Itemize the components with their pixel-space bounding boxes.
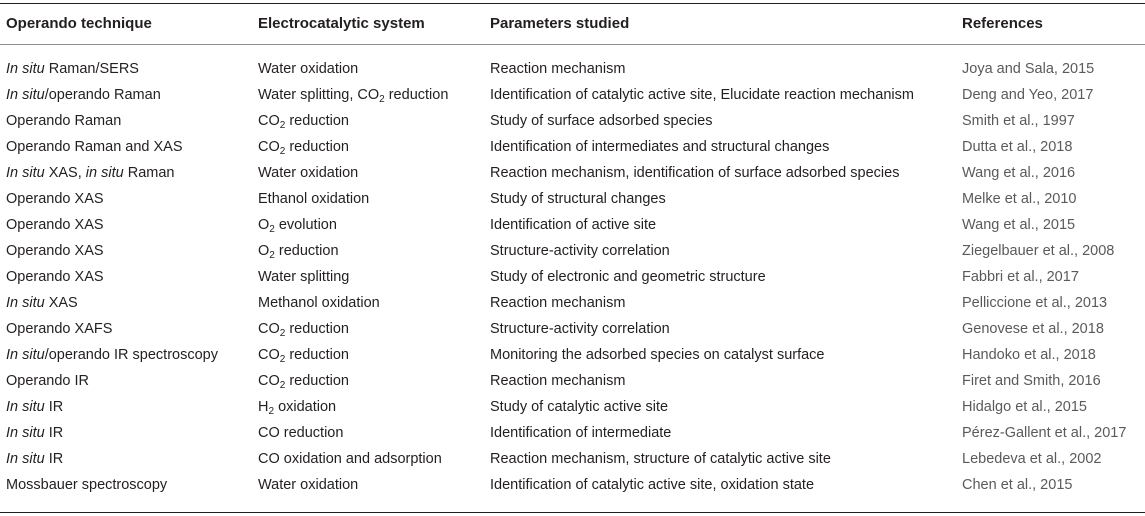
table-row <box>0 472 1145 498</box>
cell-reference-link[interactable]: Deng and Yeo, 2017 <box>962 87 1094 103</box>
cell-system <box>258 186 369 212</box>
cell-parameters: Study of structural changes <box>490 191 666 207</box>
text-run: IR <box>44 425 64 441</box>
text-run: reduction <box>285 113 349 129</box>
subscript-text: 2 <box>279 380 286 391</box>
text-run: CO <box>258 321 280 337</box>
cell-technique <box>6 446 63 472</box>
text-run: reduction <box>384 87 449 103</box>
text-run: O <box>258 243 270 259</box>
cell-parameters: Structure-activity correlation <box>490 243 670 259</box>
cell-system <box>258 134 349 160</box>
cell-technique <box>6 472 167 498</box>
cell-reference-link[interactable]: Ziegelbauer et al., 2008 <box>962 243 1115 259</box>
subscript-text: 2 <box>279 146 286 157</box>
italic-text: in situ <box>85 165 124 181</box>
text-run: Operando Raman and XAS <box>6 139 183 155</box>
cell-reference-link[interactable]: Wang et al., 2015 <box>962 217 1076 233</box>
cell-system <box>258 264 349 290</box>
table-row <box>0 82 1145 108</box>
cell-reference-link[interactable]: Chen et al., 2015 <box>962 477 1073 493</box>
cell-technique <box>6 394 63 420</box>
table-row <box>0 342 1145 368</box>
text-run: XAS, <box>44 165 86 181</box>
cell-parameters: Study of catalytic active site <box>490 399 669 415</box>
text-run: O <box>258 217 270 233</box>
table-row <box>0 160 1145 186</box>
text-run: evolution <box>274 217 337 233</box>
subscript-text: 2 <box>269 250 275 261</box>
subscript-text: 2 <box>279 328 286 339</box>
cell-system <box>258 56 358 82</box>
cell-technique <box>6 420 63 446</box>
text-run: CO oxidation and adsorption <box>258 451 442 467</box>
italic-text: In situ <box>6 165 45 181</box>
text-run: IR <box>44 399 64 415</box>
table-row <box>0 212 1145 238</box>
text-run: Operando XAFS <box>6 321 113 337</box>
subscript-text: 2 <box>379 94 385 105</box>
cell-parameters: Identification of catalytic active site, Elucidate reaction mechanism <box>490 87 914 103</box>
text-run: Mossbauer spectroscopy <box>6 477 168 493</box>
header-operando-technique: Operando technique <box>6 15 152 32</box>
cell-parameters: Reaction mechanism, identification of surface adsorbed species <box>490 165 900 181</box>
table-row <box>0 264 1145 290</box>
text-run: /operando IR spectroscopy <box>44 347 218 363</box>
cell-technique <box>6 186 104 212</box>
text-run: reduction <box>274 243 339 259</box>
cell-system <box>258 394 336 420</box>
table-row <box>0 134 1145 160</box>
cell-technique <box>6 264 104 290</box>
cell-system <box>258 316 349 342</box>
cell-system <box>258 238 339 264</box>
subscript-text: 2 <box>279 120 286 131</box>
cell-parameters: Study of electronic and geometric structure <box>490 269 766 285</box>
header-parameters-studied: Parameters studied <box>490 15 630 32</box>
cell-technique <box>6 160 174 186</box>
cell-parameters: Reaction mechanism <box>490 295 626 311</box>
cell-system <box>258 82 448 108</box>
cell-technique <box>6 342 218 368</box>
text-run: reduction <box>285 347 349 363</box>
cell-parameters: Reaction mechanism, structure of catalytic active site <box>490 451 831 467</box>
cell-technique <box>6 82 161 108</box>
cell-technique <box>6 368 89 394</box>
cell-reference-link[interactable]: Handoko et al., 2018 <box>962 347 1096 363</box>
text-run: CO <box>258 139 280 155</box>
table-header-rule <box>0 44 1145 45</box>
text-run: Raman/SERS <box>44 61 139 77</box>
table-row <box>0 420 1145 446</box>
cell-reference-link[interactable]: Joya and Sala, 2015 <box>962 61 1095 77</box>
cell-parameters: Identification of catalytic active site, oxidation state <box>490 477 815 493</box>
cell-system <box>258 290 380 316</box>
text-run: reduction <box>285 321 349 337</box>
text-run: Water oxidation <box>258 165 359 181</box>
cell-reference-link[interactable]: Hidalgo et al., 2015 <box>962 399 1087 415</box>
cell-reference-link[interactable]: Melke et al., 2010 <box>962 191 1077 207</box>
text-run: Operando XAS <box>6 217 104 233</box>
cell-system <box>258 212 337 238</box>
header-references: References <box>962 15 1043 32</box>
cell-parameters: Reaction mechanism <box>490 373 626 389</box>
cell-technique <box>6 238 104 264</box>
cell-parameters: Study of surface adsorbed species <box>490 113 713 129</box>
text-run: Operando Raman <box>6 113 122 129</box>
table-row <box>0 446 1145 472</box>
table-row <box>0 316 1145 342</box>
cell-system <box>258 160 358 186</box>
cell-system <box>258 108 349 134</box>
cell-reference-link[interactable]: Lebedeva et al., 2002 <box>962 451 1102 467</box>
text-run: /operando Raman <box>44 87 161 103</box>
cell-technique <box>6 56 139 82</box>
table-row <box>0 186 1145 212</box>
cell-parameters: Identification of active site <box>490 217 657 233</box>
text-run: CO reduction <box>258 425 344 441</box>
text-run: reduction <box>285 373 349 389</box>
subscript-text: 2 <box>269 224 275 235</box>
cell-parameters: Identification of intermediates and structural changes <box>490 139 830 155</box>
text-run: XAS <box>44 295 78 311</box>
cell-reference-link[interactable]: Pérez-Gallent et al., 2017 <box>962 425 1127 441</box>
table-row <box>0 56 1145 82</box>
text-run: Ethanol oxidation <box>258 191 370 207</box>
cell-technique <box>6 108 121 134</box>
text-run: Water oxidation <box>258 61 359 77</box>
italic-text: In situ <box>6 451 45 467</box>
table-header-row <box>0 4 1145 44</box>
table-row <box>0 108 1145 134</box>
text-run: Operando XAS <box>6 269 104 285</box>
table-row <box>0 394 1145 420</box>
cell-parameters: Monitoring the adsorbed species on catalyst surface <box>490 347 825 363</box>
text-run: Water splitting <box>258 269 350 285</box>
cell-system <box>258 472 358 498</box>
text-run: CO <box>258 113 280 129</box>
cell-system <box>258 446 442 472</box>
italic-text: In situ <box>6 425 45 441</box>
text-run: CO <box>258 347 280 363</box>
cell-reference-link[interactable]: Pelliccione et al., 2013 <box>962 295 1108 311</box>
cell-technique <box>6 316 112 342</box>
text-run: Operando IR <box>6 373 90 389</box>
subscript-text: 2 <box>279 354 286 365</box>
text-run: reduction <box>285 139 349 155</box>
italic-text: In situ <box>6 61 45 77</box>
text-run: oxidation <box>274 399 337 415</box>
text-run: H <box>258 399 269 415</box>
italic-text: In situ <box>6 399 45 415</box>
table-row <box>0 238 1145 264</box>
cell-system <box>258 420 343 446</box>
cell-reference-link[interactable]: Fabbri et al., 2017 <box>962 269 1079 285</box>
header-electrocatalytic-system: Electrocatalytic system <box>258 15 425 32</box>
text-run: Raman <box>123 165 175 181</box>
text-run: Operando XAS <box>6 243 104 259</box>
cell-reference-link[interactable]: Firet and Smith, 2016 <box>962 373 1101 389</box>
italic-text: In situ <box>6 295 45 311</box>
text-run: IR <box>44 451 64 467</box>
cell-reference-link[interactable]: Genovese et al., 2018 <box>962 321 1104 337</box>
cell-technique <box>6 134 183 160</box>
text-run: Water oxidation <box>258 477 359 493</box>
table-row <box>0 368 1145 394</box>
cell-technique <box>6 212 104 238</box>
table-bottom-rule <box>0 512 1145 513</box>
cell-parameters: Reaction mechanism <box>490 61 626 77</box>
cell-technique <box>6 290 78 316</box>
text-run: Water splitting, CO <box>258 87 380 103</box>
cell-system <box>258 342 349 368</box>
cell-reference-link[interactable]: Smith et al., 1997 <box>962 113 1075 129</box>
cell-system <box>258 368 349 394</box>
italic-text: In situ <box>6 87 45 103</box>
cell-parameters: Identification of intermediate <box>490 425 672 441</box>
subscript-text: 2 <box>268 406 275 417</box>
table-row <box>0 290 1145 316</box>
cell-reference-link[interactable]: Dutta et al., 2018 <box>962 139 1073 155</box>
text-run: CO <box>258 373 280 389</box>
cell-reference-link[interactable]: Wang et al., 2016 <box>962 165 1076 181</box>
text-run: Methanol oxidation <box>258 295 380 311</box>
italic-text: In situ <box>6 347 45 363</box>
text-run: Operando XAS <box>6 191 104 207</box>
cell-parameters: Structure-activity correlation <box>490 321 670 337</box>
